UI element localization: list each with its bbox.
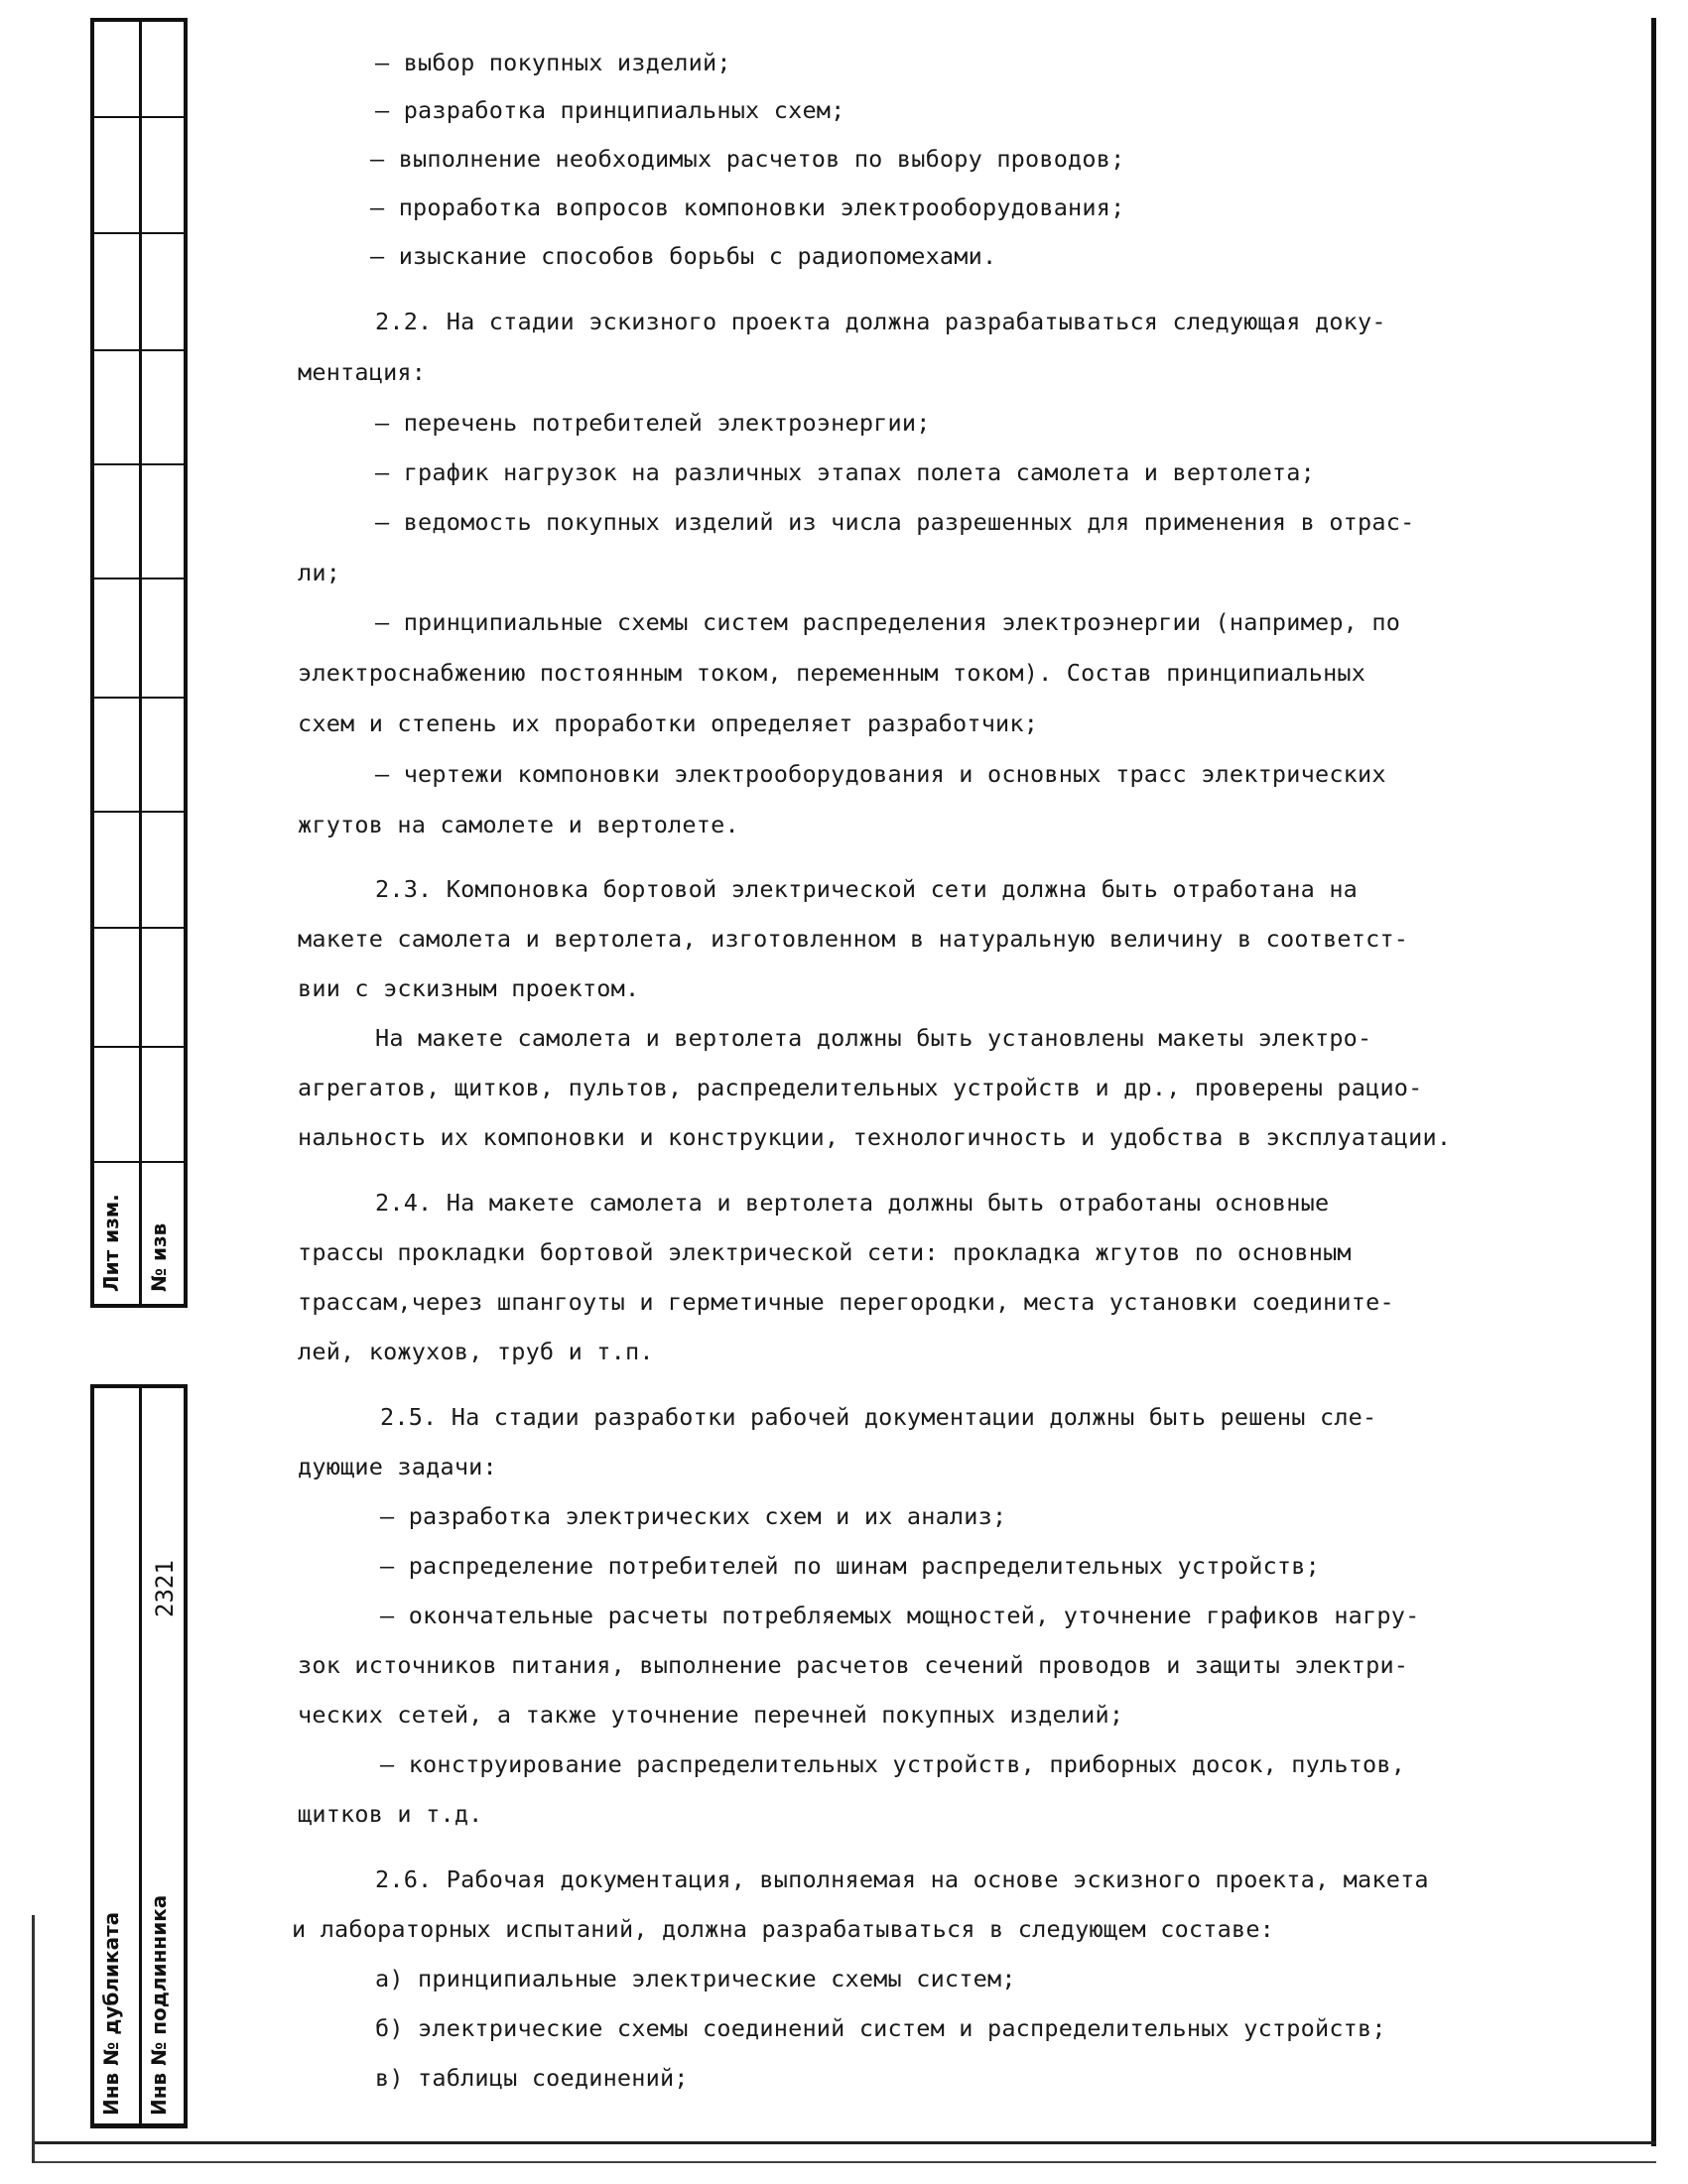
stamp-row-line	[94, 349, 184, 351]
text-line: – чертежи компоновки электрооборудования и основных трасс электрических	[375, 760, 1386, 788]
text-line: – график нагрузок на различных этапах полета самолета и вертолета;	[375, 458, 1315, 486]
text-line: б) электрические схемы соединений систем и распределительных устройств;	[375, 2014, 1386, 2042]
text-line: ческих сетей, а также уточнение перечней покупных изделий;	[298, 1701, 1124, 1729]
text-line: – выбор покупных изделий;	[375, 49, 731, 76]
stamp-row-line	[94, 1161, 184, 1163]
stamp-row-line	[94, 578, 184, 579]
text-line: 2.6. Рабочая документация, выполняемая на основе эскизного проекта, макета	[375, 1865, 1429, 1893]
text-line: дующие задачи:	[298, 1453, 497, 1480]
stamp-divider	[139, 22, 142, 1308]
stamp-bottom-line	[94, 1304, 184, 1308]
text-line: На макете самолета и вертолета должны быть установлены макеты электро-	[375, 1024, 1372, 1052]
text-line: ментация:	[298, 358, 427, 386]
stamp-row-line	[94, 116, 184, 118]
text-line: – конструирование распределительных устройств, приборных досок, пультов,	[380, 1750, 1406, 1778]
text-line: – перечень потребителей электроэнергии;	[375, 409, 931, 437]
frame-left-border	[32, 1915, 35, 2163]
text-line: нальность их компоновки и конструкции, технологичность и удобства в эксплуатации.	[298, 1123, 1452, 1151]
text-line: а) принципиальные электрические схемы систем;	[375, 1965, 1016, 1992]
stamp-row-line	[94, 232, 184, 234]
frame-right-border	[1651, 18, 1656, 2146]
text-line: щитков и т.д.	[298, 1800, 483, 1828]
stamp-row-line	[94, 697, 184, 699]
text-line: трассы прокладки бортовой электрической сети: прокладка жгутов по основным	[298, 1238, 1352, 1266]
stamp-row-line	[94, 463, 184, 465]
lit-izm-label: Лит изм.	[99, 1194, 123, 1292]
text-line: электроснабжению постоянным током, переменным током). Состав принципиальных	[298, 659, 1366, 687]
text-line: – проработка вопросов компоновки электрооборудования;	[370, 193, 1125, 221]
text-line: – окончательные расчеты потребляемых мощностей, уточнение графиков нагру-	[380, 1602, 1420, 1629]
text-line: зок источников питания, выполнение расчетов сечений проводов и защиты электри-	[298, 1651, 1409, 1679]
text-line: – выполнение необходимых расчетов по выбору проводов;	[370, 145, 1125, 173]
text-line: жгутов на самолете и вертолете.	[298, 811, 739, 838]
text-line: 2.4. На макете самолета и вертолета должны быть отработаны основные	[375, 1189, 1330, 1217]
inv-dublikata-label: Инв № дубликата	[99, 1911, 123, 2116]
margin-stamp-top	[90, 18, 188, 1308]
text-line: – изыскание способов борьбы с радиопомехами.	[370, 242, 997, 270]
text-line: в) таблицы соединений;	[375, 2064, 689, 2092]
text-line: – принципиальные схемы систем распределения электроэнергии (например, по	[375, 608, 1401, 636]
stamp-bottom-line	[94, 2123, 184, 2128]
stamp-row-line	[94, 811, 184, 813]
text-line: вии с эскизным проектом.	[298, 974, 640, 1002]
text-line: макете самолета и вертолета, изготовленном в натуральную величину в соответст-	[298, 925, 1409, 953]
text-line: 2.3. Компоновка бортовой электрической сети должна быть отработана на	[375, 875, 1359, 903]
text-line: 2.2. На стадии эскизного проекта должна разрабатываться следующая доку-	[375, 308, 1386, 335]
stamp-row-line	[94, 1046, 184, 1048]
stamp-divider	[139, 1388, 142, 2128]
text-line: лей, кожухов, труб и т.п.	[298, 1338, 654, 1365]
text-line: схем и степень их проработки определяет разработчик;	[298, 709, 1039, 737]
no-izv-label: № изв	[147, 1222, 171, 1292]
text-line: – разработка принципиальных схем;	[375, 96, 845, 124]
text-line: – распределение потребителей по шинам распределительных устройств;	[380, 1552, 1320, 1580]
text-line: 2.5. На стадии разработки рабочей документации должны быть решены сле-	[380, 1403, 1377, 1431]
text-line: – разработка электрических схем и их анализ;	[380, 1502, 1007, 1530]
inv-number: 2321	[151, 1560, 179, 1617]
text-line: агрегатов, щитков, пультов, распределительных устройств и др., проверены рацио-	[298, 1074, 1423, 1101]
frame-bottom-border-outer	[32, 2161, 1656, 2163]
text-line: и лабораторных испытаний, должна разрабатываться в следующем составе:	[292, 1915, 1275, 1943]
text-line: ли;	[298, 559, 341, 586]
text-line: трассам,через шпангоуты и герметичные перегородки, места установки соедините-	[298, 1288, 1394, 1316]
frame-bottom-border	[32, 2141, 1656, 2144]
stamp-row-line	[94, 927, 184, 929]
inv-podlinnika-label: Инв № подлинника	[147, 1894, 171, 2116]
text-line: – ведомость покупных изделий из числа разрешенных для применения в отрас-	[375, 508, 1415, 536]
